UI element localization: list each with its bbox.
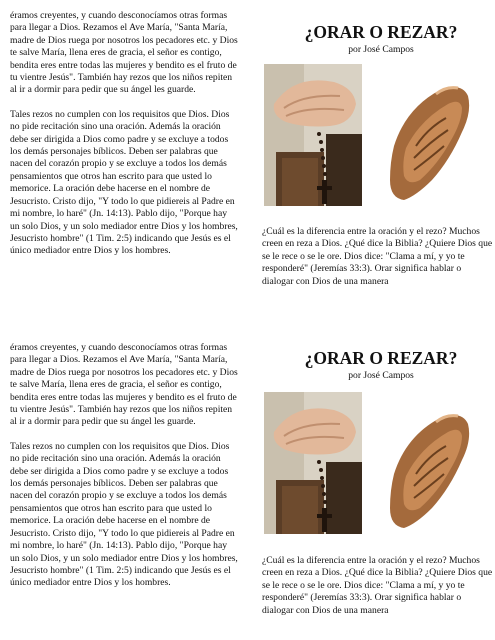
- rosary-hands-photo: [264, 64, 362, 206]
- praying-hands-photo: [376, 68, 478, 208]
- paragraph-intro: éramos creyentes, y cuando desconocíamos otras formas para llegar a Dios. Rezamos el Ave María, "Santa María, madre de Dios ruega por nosotros los pecadores etc. y Dios te salve María, llena eres de gracia, el señor es contigo, bendita eres entre todas las mujeres y bendito es el fruto de tu vientre Jesús". También hay rezos que los niños repiten al ir a dormir para pedir que su ángel les guarde.: [10, 10, 238, 96]
- paragraph-requirements: Tales rezos no cumplen con los requisitos que Dios. Dios no pide recitación sino una oración. Además la oración debe ser dirigida a Dios como padre y se excluye a todos los demás personajes bíblicos. Deben ser palabras que nacen del corazón propio y se excluye a todos los demás pensamientos que otros han escrito para que usted lo memorice. La oración debe hacerse en el nombre de Jesucristo. Cristo dijo, "Y todo lo que pidiereis al Padre en mi nombre, lo haré" (Jn. 14:13). Pablo dijo, "Porque hay un solo Dios, y un solo mediador entre Dios y los hombres, Jesucristo hombre" (1 Tim. 2:5) indicando que Jesús es el único mediador entre Dios y los hombres.: [10, 108, 238, 257]
- page-title: ¿ORAR O REZAR?: [304, 348, 458, 368]
- left-column-copy-1: [10, 10, 238, 270]
- author-byline: por José Campos: [348, 44, 414, 55]
- page-title: ¿ORAR O REZAR?: [304, 22, 458, 42]
- praying-hands-photo: [376, 396, 478, 536]
- intro-question-text: ¿Cuál es la diferencia entre la oración y el rezo? Muchos creen en reza a Dios. ¿Qué dice la Biblia? ¿Quiere Dios que se le rece o se le ore. Dios dice: "Clama a mí, y yo te responderé" (Jeremías 33:3). Orar significa hablar o dialogar con Dios de una manera: [262, 226, 493, 287]
- left-column-copy-2: [10, 342, 238, 602]
- paragraph-requirements: Tales rezos no cumplen con los requisitos que Dios. Dios no pide recitación sino una oración. Además la oración debe ser dirigida a Dios como padre y se excluye a todos los demás personajes bíblicos. Deben ser palabras que nacen del corazón propio y se excluye a todos los demás pensamientos que otros han escrito para que usted lo memorice. La oración debe hacerse en el nombre de Jesucristo. Cristo dijo, "Y todo lo que pidiereis al Padre en mi nombre, lo haré" (Jn. 14:13). Pablo dijo, "Porque hay un solo Dios, y un solo mediador entre Dios y los hombres, Jesucristo hombre" (1 Tim. 2:5) indicando que Jesús es el único mediador entre Dios y los hombres.: [10, 440, 238, 589]
- paragraph-intro: éramos creyentes, y cuando desconocíamos otras formas para llegar a Dios. Rezamos el Ave María, "Santa María, madre de Dios ruega por nosotros los pecadores etc. y Dios te salve María, llena eres de gracia, el señor es contigo, bendita eres entre todas las mujeres y bendito es el fruto de tu vientre Jesús". También hay rezos que los niños repiten al ir a dormir para pedir que su ángel les guarde.: [10, 342, 238, 428]
- author-byline: por José Campos: [348, 370, 414, 381]
- intro-question-text: ¿Cuál es la diferencia entre la oración y el rezo? Muchos creen en reza a Dios. ¿Qué dice la Biblia? ¿Quiere Dios que se le rece o se le ore. Dios dice: "Clama a mí, y yo te responderé" (Jeremías 33:3). Orar significa hablar o dialogar con Dios de una manera: [262, 555, 493, 616]
- rosary-hands-photo: [264, 392, 362, 534]
